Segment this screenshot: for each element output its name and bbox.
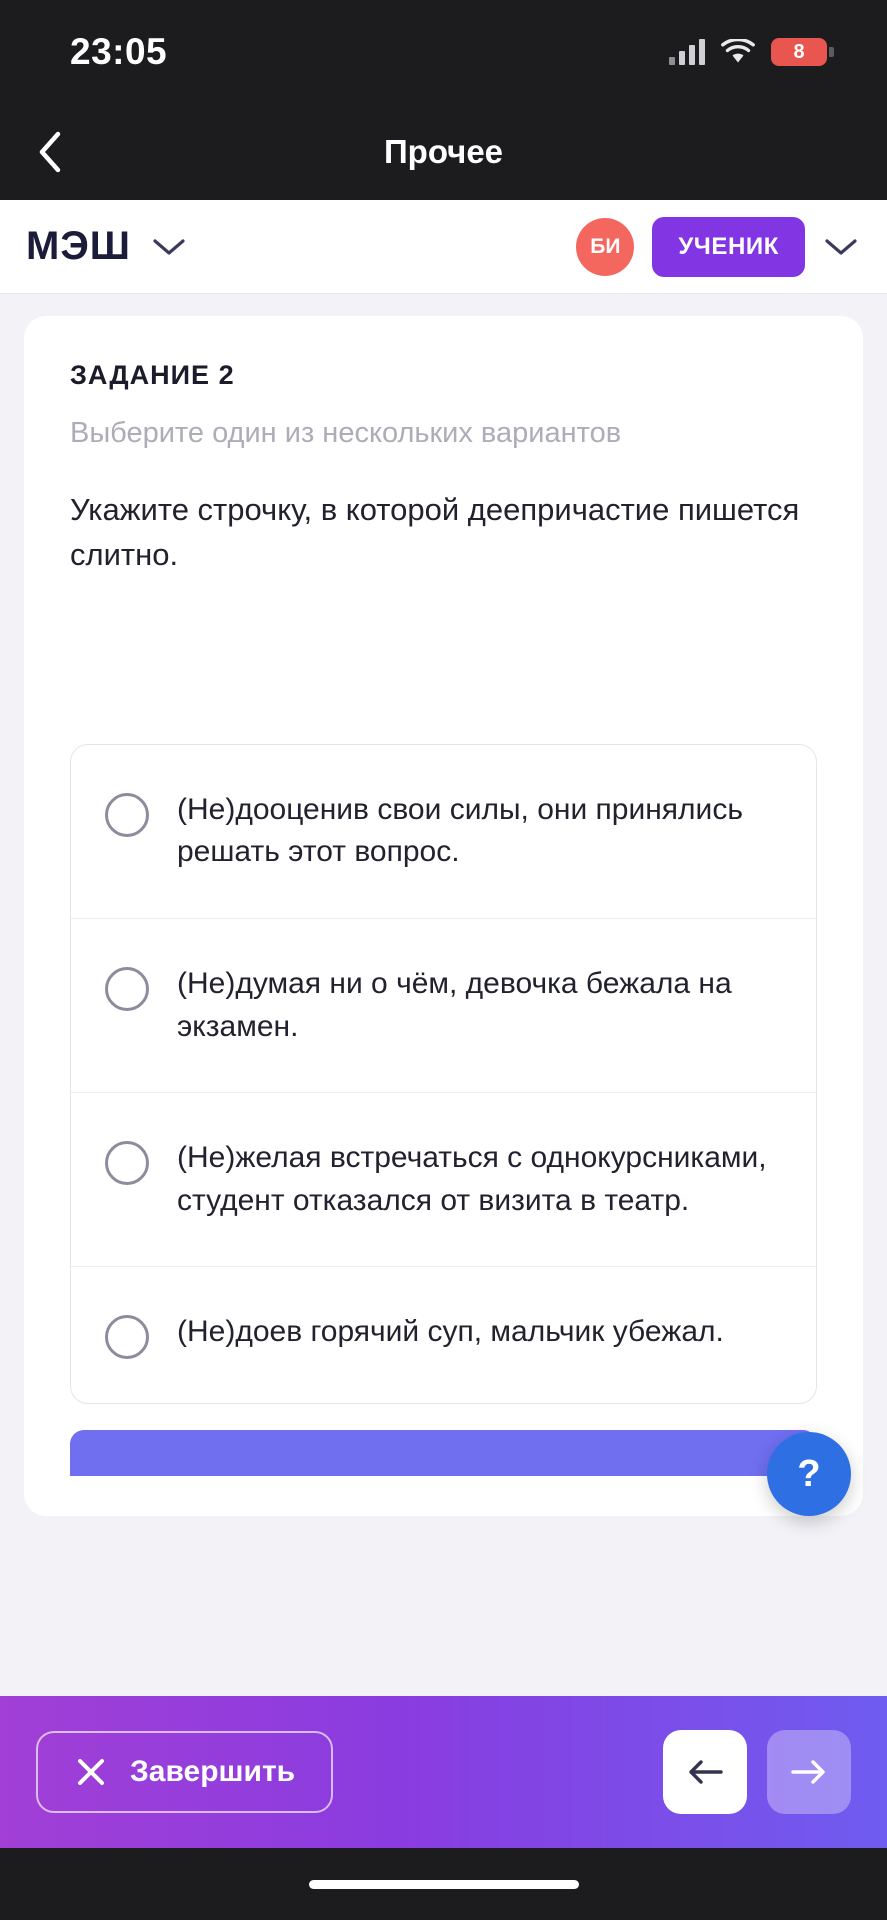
chevron-down-icon: [151, 236, 187, 258]
page-title: Прочее: [383, 133, 504, 170]
option-row[interactable]: [71, 919, 816, 1093]
brand-logo: МЭШ: [26, 224, 131, 268]
cellular-signal-icon: [669, 39, 705, 65]
status-time: 23:05: [70, 31, 168, 72]
bottom-toolbar: [0, 1696, 887, 1848]
app-header: [0, 200, 887, 294]
arrow-right-icon: [789, 1755, 829, 1789]
submit-button-partial[interactable]: [70, 1430, 817, 1476]
back-button[interactable]: [0, 104, 100, 200]
question-text: Укажите строчку, в которой деепричастие пишется слитно.: [70, 492, 800, 572]
task-card: [24, 316, 863, 1516]
navigation-bar: [0, 104, 887, 200]
finish-button-label: Завершить: [130, 1755, 296, 1788]
arrow-left-icon: [685, 1755, 725, 1789]
battery-level: 8: [793, 40, 805, 63]
close-icon: [74, 1755, 108, 1789]
status-bar: [0, 0, 887, 104]
question-mark-icon: ?: [797, 1452, 821, 1495]
battery-indicator: [771, 38, 827, 66]
brand-group: [26, 224, 187, 269]
radio-button-icon[interactable]: [105, 1315, 149, 1359]
option-label: (Не)желая встречаться с однокурсниками, студент отказался от визита в театр.: [177, 1141, 767, 1217]
option-label: (Не)доев горячий суп, мальчик убежал.: [177, 1315, 724, 1349]
avatar[interactable]: БИ: [576, 218, 634, 276]
option-row[interactable]: [71, 1093, 816, 1267]
option-row[interactable]: [71, 745, 816, 919]
option-label: (Не)дооценив свои силы, они принялись решать этот вопрос.: [177, 792, 743, 869]
chevron-left-icon: [37, 130, 63, 174]
option-label: (Не)думая ни о чём, девочка бежала на экзамен.: [177, 967, 732, 1043]
home-indicator[interactable]: [309, 1880, 579, 1889]
finish-button[interactable]: [36, 1731, 333, 1813]
brand-dropdown-button[interactable]: [151, 236, 187, 258]
task-subtitle: Выберите один из нескольких вариантов: [70, 417, 622, 449]
question-navigation: [663, 1730, 851, 1814]
content-area: [0, 294, 887, 1696]
profile-group: [576, 217, 859, 277]
radio-button-icon[interactable]: [105, 967, 149, 1011]
help-button[interactable]: [767, 1432, 851, 1516]
home-indicator-bar: [0, 1848, 887, 1920]
wifi-icon: [721, 39, 755, 65]
radio-button-icon[interactable]: [105, 793, 149, 837]
radio-button-icon[interactable]: [105, 1141, 149, 1185]
option-row[interactable]: [71, 1267, 816, 1403]
task-label: ЗАДАНИЕ 2: [70, 360, 235, 390]
options-list: [70, 744, 817, 1405]
role-badge[interactable]: УЧЕНИК: [652, 217, 805, 277]
profile-dropdown-button[interactable]: [823, 236, 859, 258]
status-indicators: [669, 38, 827, 66]
previous-question-button[interactable]: [663, 1730, 747, 1814]
next-question-button[interactable]: [767, 1730, 851, 1814]
chevron-down-icon: [823, 236, 859, 258]
